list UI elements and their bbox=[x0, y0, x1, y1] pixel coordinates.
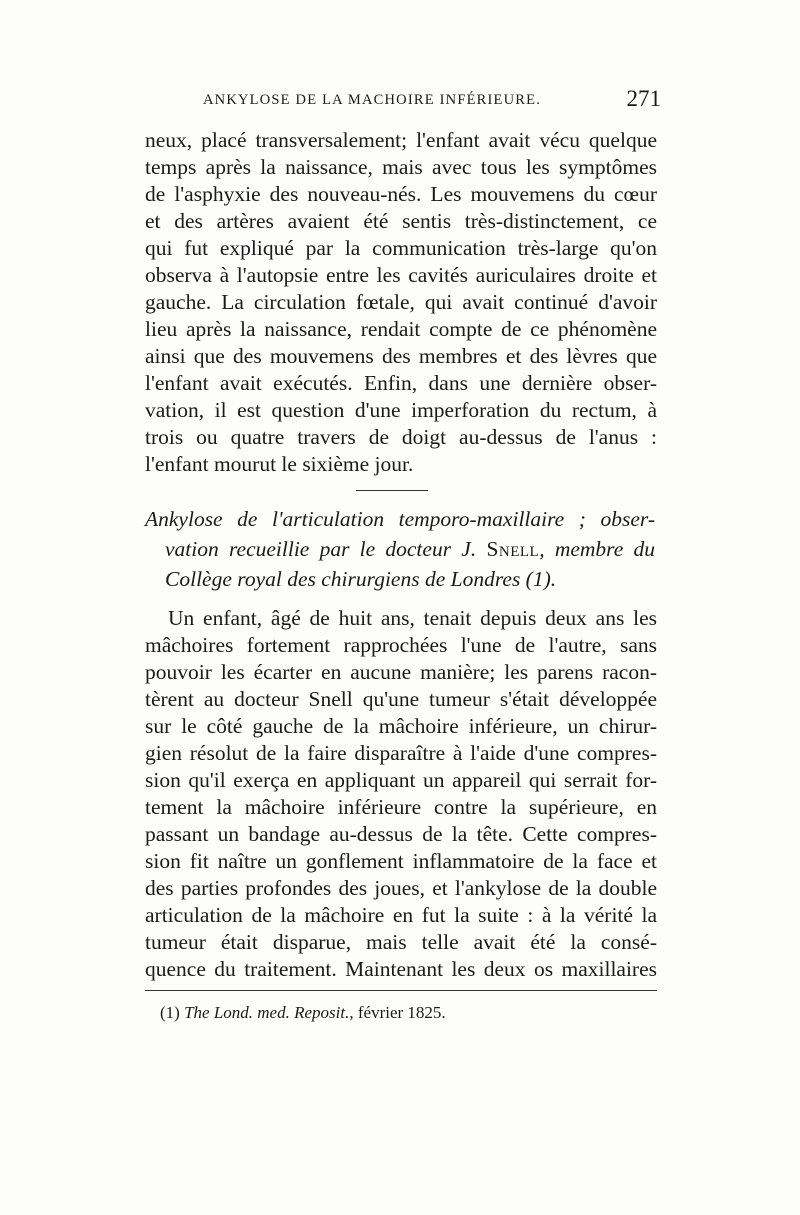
text-line: pouvoir les écarter en aucune manière; les parens racon- bbox=[145, 660, 657, 684]
text-line: et des artères avaient été sentis très-distinctement, ce bbox=[145, 209, 657, 233]
heading-line: Collège royal des chirurgiens de Londres (1). bbox=[165, 567, 557, 591]
text-line: tèrent au docteur Snell qu'une tumeur s'était développée bbox=[145, 687, 657, 711]
text-line: lieu après la naissance, rendait compte de ce phénomène bbox=[145, 317, 657, 341]
footnote-date: , février 1825. bbox=[349, 1003, 446, 1022]
page-header bbox=[145, 86, 665, 116]
text-line: sion qu'il exerça en appliquant un appareil qui serrait for- bbox=[145, 768, 657, 792]
heading-text: , membre du bbox=[539, 537, 655, 561]
text-line: Un enfant, âgé de huit ans, tenait depuis deux ans les bbox=[168, 606, 657, 630]
text-line: quence du traitement. Maintenant les deux os maxillaires bbox=[145, 957, 657, 981]
text-line: observa à l'autopsie entre les cavités auriculaires droite et bbox=[145, 263, 657, 287]
text-line: sion fit naître un gonflement inflammatoire de la face et bbox=[145, 849, 657, 873]
text-line: passant un bandage au-dessus de la tête. Cette compres- bbox=[145, 822, 657, 846]
text-line: gien résolut de la faire disparaître à l'aide d'une compres- bbox=[145, 741, 657, 765]
text-line: trois ou quatre travers de doigt au-dessus de l'anus : bbox=[145, 425, 657, 449]
text-line: l'enfant avait exécutés. Enfin, dans une dernière obser- bbox=[145, 371, 657, 395]
text-line: tumeur était disparue, mais telle avait été la consé- bbox=[145, 930, 657, 954]
heading-text: vation recueillie par le docteur J. bbox=[165, 537, 487, 561]
footnote-journal: The Lond. med. Reposit. bbox=[184, 1003, 350, 1022]
footnote-marker: (1) bbox=[160, 1003, 180, 1022]
text-line: gauche. La circulation fœtale, qui avait continué d'avoir bbox=[145, 290, 657, 314]
heading-line bbox=[165, 535, 655, 563]
text-line: temps après la naissance, mais avec tous les symptômes bbox=[145, 155, 657, 179]
heading-line: Ankylose de l'articulation temporo-maxillaire ; obser- bbox=[145, 507, 655, 531]
text-line: ainsi que des mouvemens des membres et des lèvres que bbox=[145, 344, 657, 368]
text-line: neux, placé transversalement; l'enfant avait vécu quelque bbox=[145, 128, 657, 152]
text-line: des parties profondes des joues, et l'ankylose de la double bbox=[145, 876, 657, 900]
text-line: vation, il est question d'une imperforation du rectum, à bbox=[145, 398, 657, 422]
text-line: de l'asphyxie des nouveau-nés. Les mouvemens du cœur bbox=[145, 182, 657, 206]
page-number: 271 bbox=[626, 86, 661, 111]
footnote-rule bbox=[145, 990, 657, 991]
text-line: tement la mâchoire inférieure contre la supérieure, en bbox=[145, 795, 657, 819]
section-divider bbox=[356, 490, 428, 491]
text-line: mâchoires fortement rapprochées l'une de l'autre, sans bbox=[145, 633, 657, 657]
text-line: l'enfant mourut le sixième jour. bbox=[145, 452, 414, 476]
text-line: sur le côté gauche de la mâchoire inférieure, un chirur- bbox=[145, 714, 657, 738]
footnote bbox=[160, 1002, 640, 1024]
text-line: qui fut expliqué par la communication très-large qu'on bbox=[145, 236, 657, 260]
text-line: articulation de la mâchoire en fut la suite : à la vérité la bbox=[145, 903, 657, 927]
running-title: ANKYLOSE DE LA MACHOIRE INFÉRIEURE. bbox=[203, 92, 542, 108]
author-name: Snell bbox=[486, 537, 540, 561]
